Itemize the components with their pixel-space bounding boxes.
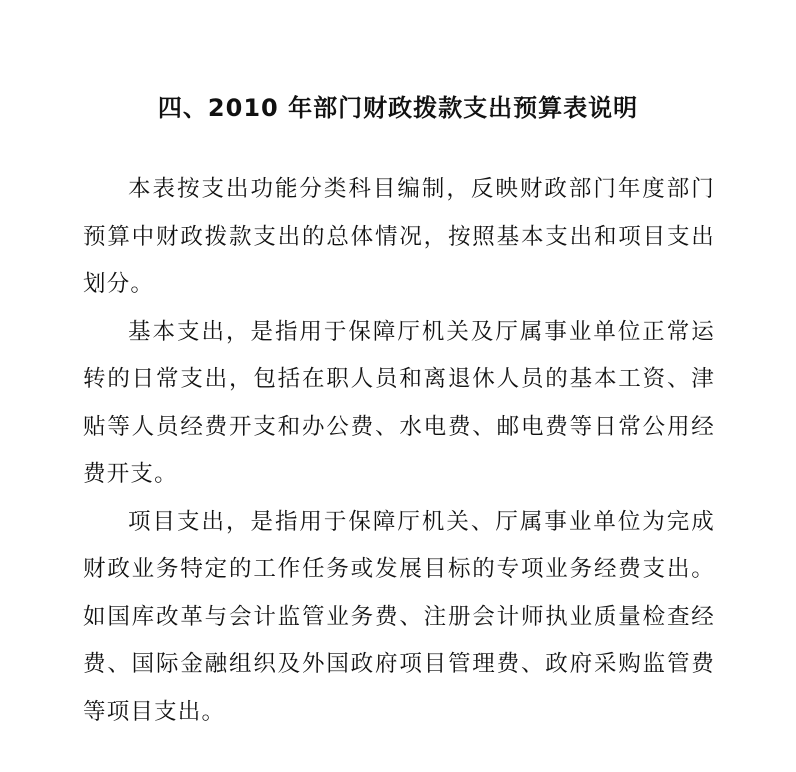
paragraph-project-expenditure: 项目支出，是指用于保障厅机关、厅属事业单位为完成财政业务特定的工作任务或发展目标的专项业务经费支出。如国库改革与会计监管业务费、注册会计师执业质量检查经费、国际金融组织及外国政府项目管理费、政府采购监管费等项目支出。: [83, 508, 715, 725]
document-body: [83, 166, 715, 736]
paragraph-overview: 本表按支出功能分类科目编制，反映财政部门年度部门预算中财政拨款支出的总体情况，按照基本支出和项目支出划分。: [83, 176, 715, 297]
paragraph-basic-expenditure: 基本支出，是指用于保障厅机关及厅属事业单位正常运转的日常支出，包括在职人员和离退休人员的基本工资、津贴等人员经费开支和办公费、水电费、邮电费等日常公用经费开支。: [83, 318, 715, 487]
page-title: 四、2010 年部门财政拨款支出预算表说明: [157, 94, 639, 122]
